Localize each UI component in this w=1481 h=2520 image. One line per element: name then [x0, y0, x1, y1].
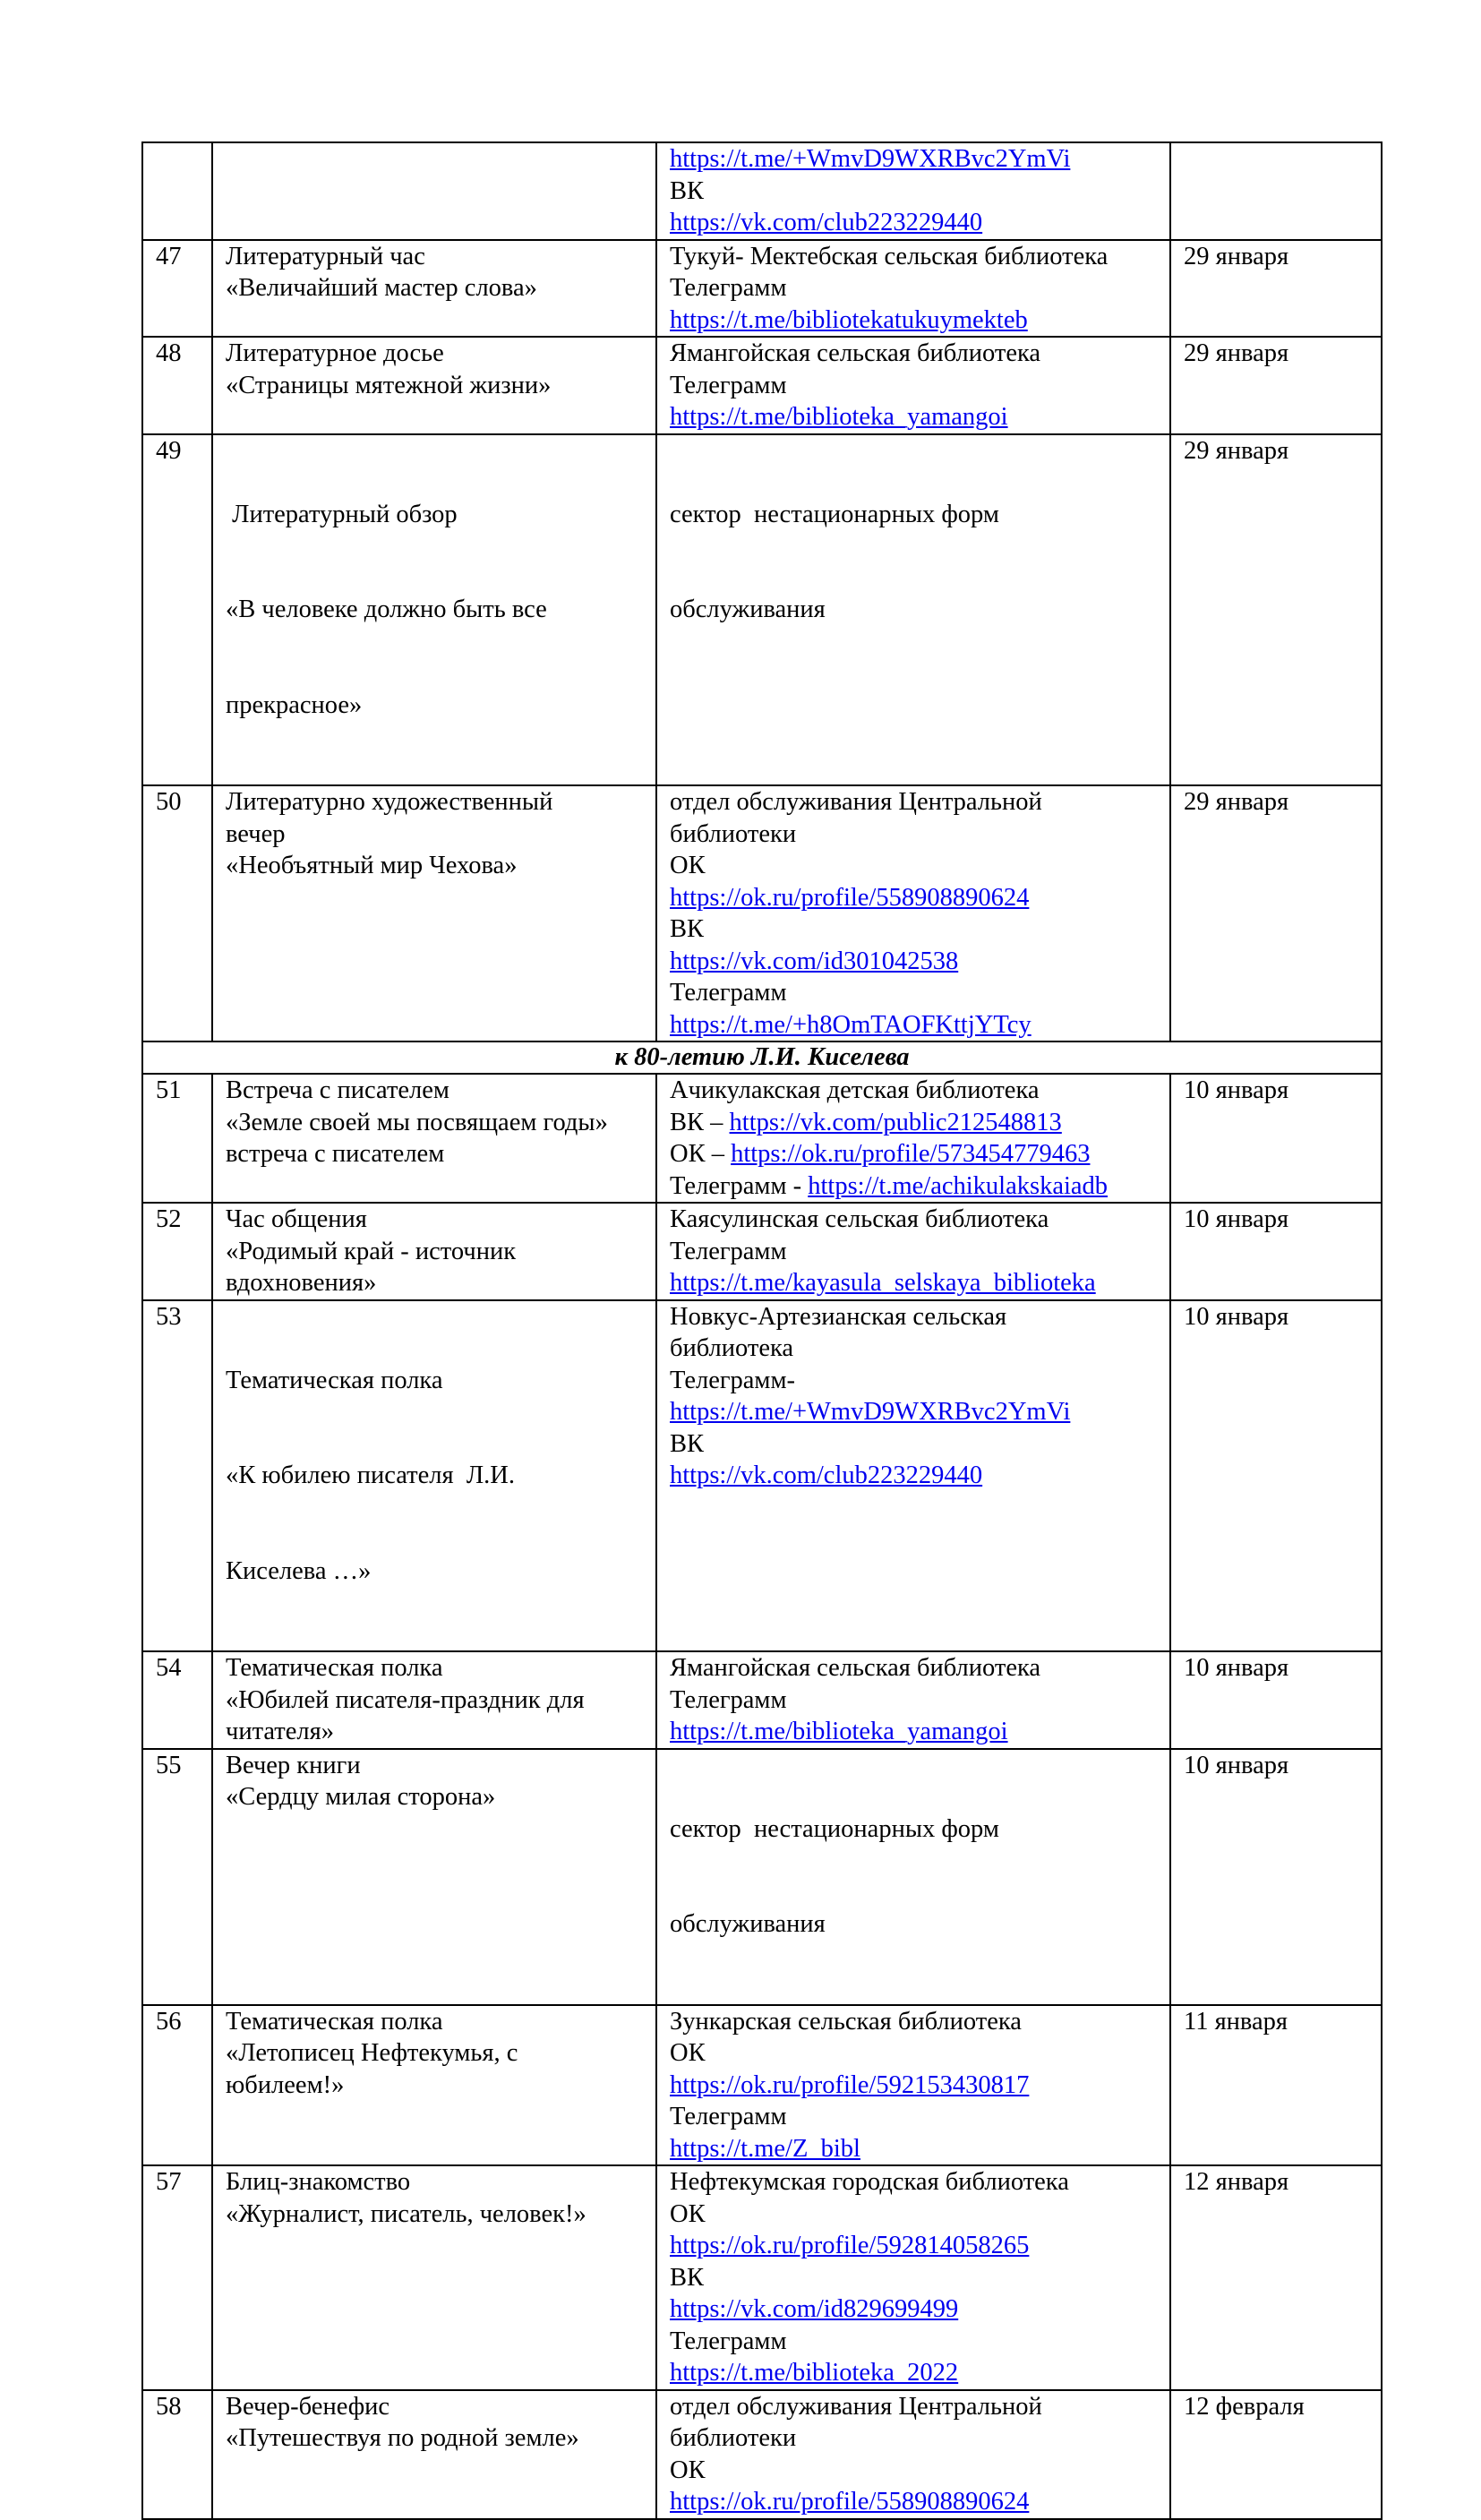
row-number: 53	[142, 1300, 212, 1652]
table-row	[142, 337, 1382, 434]
row-number: 57	[142, 2165, 212, 2390]
library-name-cont: обслуживания	[670, 596, 826, 623]
event-name: «Величайший мастер слова»	[226, 274, 537, 302]
library-name-cont: библиотека	[670, 1334, 794, 1362]
telegram-line	[670, 1170, 1164, 1203]
table-row	[142, 2165, 1382, 2390]
library-name: Ачикулакская детская библиотека	[670, 1076, 1040, 1104]
platform-label: Телеграмм	[670, 2103, 787, 2130]
row-number: 48	[142, 337, 212, 434]
row-number: 51	[142, 1074, 212, 1203]
telegram-link[interactable]: https://t.me/+h8OmTAOFKttjYTcy	[670, 1010, 1032, 1039]
event-name: «Юбилей писателя-праздник для	[226, 1685, 585, 1714]
table-row	[142, 2005, 1382, 2166]
telegram-link[interactable]: https://t.me/kayasula_selskaya_biblioteka	[670, 1269, 1096, 1297]
event-type: Встреча с писателем	[226, 1076, 449, 1104]
event-title	[212, 1203, 656, 1300]
platform-label: Телеграмм -	[670, 1171, 809, 1200]
row-number: 49	[142, 434, 212, 786]
event-name: «Путешествуя по родной земле»	[226, 2424, 579, 2452]
venue-cell	[656, 1203, 1170, 1300]
platform-label: ВК	[670, 176, 705, 205]
row-number: 56	[142, 2005, 212, 2166]
library-name-cont: обслуживания	[670, 1910, 826, 1938]
venue-cell	[656, 142, 1170, 240]
platform-label: Телеграмм-	[670, 1366, 795, 1394]
vk-link[interactable]: https://vk.com/public212548813	[729, 1108, 1062, 1136]
event-type: Блиц-знакомство	[226, 2168, 411, 2196]
event-date: 29 января	[1170, 240, 1382, 338]
event-title	[212, 1074, 656, 1203]
table-row	[142, 1300, 1382, 1652]
event-date: 29 января	[1170, 785, 1382, 1041]
platform-label: ВК	[670, 915, 705, 943]
library-name: Зункарская сельская библиотека	[670, 2007, 1022, 2036]
event-name: «Земле своей мы посвящаем годы»	[226, 1108, 608, 1136]
ok-link[interactable]: https://ok.ru/profile/592814058265	[670, 2232, 1030, 2259]
event-date: 10 января	[1170, 1074, 1382, 1203]
vk-line	[670, 1107, 1164, 1139]
venue-cell	[656, 1074, 1170, 1203]
event-title	[212, 337, 656, 434]
venue-cell	[656, 1749, 1170, 2005]
event-name: «Летописец Нефтекумья, с	[226, 2039, 518, 2067]
event-date: 29 января	[1170, 434, 1382, 786]
venue-cell	[656, 2390, 1170, 2519]
event-name: «В человеке должно быть все	[226, 596, 547, 623]
platform-label: Телеграмм	[670, 371, 787, 399]
event-name-cont: Киселева …»	[226, 1556, 372, 1585]
row-number: 50	[142, 785, 212, 1041]
table-row	[142, 1074, 1382, 1203]
ok-link[interactable]: https://ok.ru/profile/558908890624	[670, 2488, 1030, 2516]
event-name: «Страницы мятежной жизни»	[226, 371, 552, 399]
event-title	[212, 2390, 656, 2519]
library-name: сектор нестационарных форм	[670, 500, 999, 528]
event-title	[212, 142, 656, 240]
table-row	[142, 142, 1382, 240]
table-row	[142, 1651, 1382, 1749]
event-type: Литературно художественный	[226, 788, 553, 816]
platform-label: Телеграмм	[670, 979, 787, 1007]
event-title	[212, 1651, 656, 1749]
event-date: 10 января	[1170, 1203, 1382, 1300]
platform-label: ОК	[670, 2039, 706, 2067]
library-name-cont: библиотеки	[670, 2424, 797, 2452]
ok-link[interactable]: https://ok.ru/profile/573454779463	[731, 1140, 1091, 1168]
venue-cell	[656, 2165, 1170, 2390]
table-row	[142, 240, 1382, 338]
vk-link[interactable]: https://vk.com/id829699499	[670, 2295, 959, 2323]
table-row	[142, 434, 1382, 786]
venue-cell	[656, 240, 1170, 338]
event-title	[212, 785, 656, 1041]
event-date: 10 января	[1170, 1651, 1382, 1749]
event-date: 10 января	[1170, 1749, 1382, 2005]
library-name: Ямангойская сельская библиотека	[670, 1654, 1041, 1682]
vk-link[interactable]: https://vk.com/club223229440	[670, 1461, 983, 1489]
event-name: «Сердцу милая сторона»	[226, 1783, 496, 1811]
library-name: Ямангойская сельская библиотека	[670, 339, 1041, 367]
event-title	[212, 2005, 656, 2166]
venue-cell	[656, 1651, 1170, 1749]
platform-label: Телеграмм	[670, 1237, 787, 1265]
library-name: сектор нестационарных форм	[670, 1814, 999, 1843]
platform-label: ОК	[670, 2456, 706, 2484]
telegram-link[interactable]: https://t.me/biblioteka_2022	[670, 2359, 959, 2387]
library-name: Тукуй- Мектебская сельская библиотека	[670, 242, 1109, 270]
platform-label: ОК	[670, 852, 706, 879]
ok-link[interactable]: https://ok.ru/profile/558908890624	[670, 883, 1030, 912]
event-type-cont: вечер	[226, 819, 286, 848]
event-type: Тематическая полка	[226, 1366, 443, 1394]
platform-label: Телеграмм	[670, 274, 787, 302]
library-name: отдел обслуживания Центральной	[670, 2392, 1042, 2421]
platform-label: ВК –	[670, 1108, 730, 1136]
telegram-link[interactable]: https://t.me/bibliotekatukuymekteb	[670, 305, 1028, 334]
event-date: 11 января	[1170, 2005, 1382, 2166]
events-table	[141, 141, 1383, 2520]
event-title	[212, 434, 656, 786]
event-date: 10 января	[1170, 1300, 1382, 1652]
row-number: 52	[142, 1203, 212, 1300]
telegram-link[interactable]: https://t.me/biblioteka_yamangoi	[670, 1718, 1008, 1745]
platform-label: ОК	[670, 2199, 706, 2228]
telegram-link[interactable]: https://t.me/+WmvD9WXRBvc2YmVi	[670, 1398, 1071, 1426]
ok-link[interactable]: https://ok.ru/profile/592153430817	[670, 2070, 1030, 2099]
section-title: к 80-летию Л.И. Киселева	[142, 1041, 1382, 1074]
event-note: встреча с писателем	[226, 1140, 445, 1168]
event-type: Литературное досье	[226, 339, 444, 367]
ok-line	[670, 1138, 1164, 1170]
event-type: Час общения	[226, 1205, 367, 1233]
table-row	[142, 1749, 1382, 2005]
event-title	[212, 1749, 656, 2005]
event-type: Литературный обзор	[226, 500, 458, 528]
telegram-link[interactable]: https://t.me/achikulakskaiadb	[808, 1171, 1109, 1200]
event-title	[212, 2165, 656, 2390]
event-type: Тематическая полка	[226, 1654, 443, 1682]
event-name: «К юбилею писателя Л.И.	[226, 1461, 515, 1489]
telegram-link[interactable]: https://t.me/Z_bibl	[670, 2134, 860, 2163]
table-row	[142, 1203, 1382, 1300]
table-row	[142, 785, 1382, 1041]
section-header-row	[142, 1041, 1382, 1074]
event-name-cont: читателя»	[226, 1718, 334, 1745]
library-name: Каясулинская сельская библиотека	[670, 1205, 1049, 1233]
row-number: 54	[142, 1651, 212, 1749]
event-title	[212, 240, 656, 338]
venue-cell	[656, 2005, 1170, 2166]
vk-link[interactable]: https://vk.com/club223229440	[670, 209, 983, 236]
event-name: «Родимый край - источник	[226, 1237, 517, 1265]
event-date: 29 января	[1170, 337, 1382, 434]
venue-cell	[656, 434, 1170, 786]
event-type: Вечер-бенефис	[226, 2392, 390, 2421]
table-row	[142, 2390, 1382, 2519]
event-name: «Журналист, писатель, человек!»	[226, 2199, 586, 2228]
venue-cell	[656, 1300, 1170, 1652]
telegram-link[interactable]: https://t.me/biblioteka_yamangoi	[670, 403, 1008, 431]
platform-label: Телеграмм	[670, 2327, 787, 2355]
library-name-cont: библиотеки	[670, 819, 797, 848]
venue-cell	[656, 785, 1170, 1041]
row-number: 55	[142, 1749, 212, 2005]
event-date: 12 февраля	[1170, 2390, 1382, 2519]
library-name: Нефтекумская городская библиотека	[670, 2168, 1069, 2196]
event-type: Литературный час	[226, 242, 425, 270]
row-number	[142, 142, 212, 240]
telegram-link[interactable]: https://t.me/+WmvD9WXRBvc2YmVi	[670, 145, 1071, 173]
platform-label: ВК	[670, 2263, 705, 2292]
row-number: 58	[142, 2390, 212, 2519]
event-title	[212, 1300, 656, 1652]
platform-label: ВК	[670, 1429, 705, 1458]
event-type: Тематическая полка	[226, 2007, 443, 2036]
event-type: Вечер книги	[226, 1751, 361, 1779]
vk-link[interactable]: https://vk.com/id301042538	[670, 947, 959, 975]
event-name-cont: прекрасное»	[226, 690, 363, 719]
library-name: Новкус-Артезианская сельская	[670, 1302, 1007, 1331]
event-name-cont: юбилеем!»	[226, 2070, 345, 2099]
venue-cell	[656, 337, 1170, 434]
event-date: 12 января	[1170, 2165, 1382, 2390]
event-date	[1170, 142, 1382, 240]
library-name: отдел обслуживания Центральной	[670, 788, 1042, 816]
event-name-cont: вдохновения»	[226, 1269, 377, 1297]
platform-label: ОК –	[670, 1140, 732, 1168]
row-number: 47	[142, 240, 212, 338]
platform-label: Телеграмм	[670, 1685, 787, 1714]
event-name: «Необъятный мир Чехова»	[226, 852, 518, 879]
